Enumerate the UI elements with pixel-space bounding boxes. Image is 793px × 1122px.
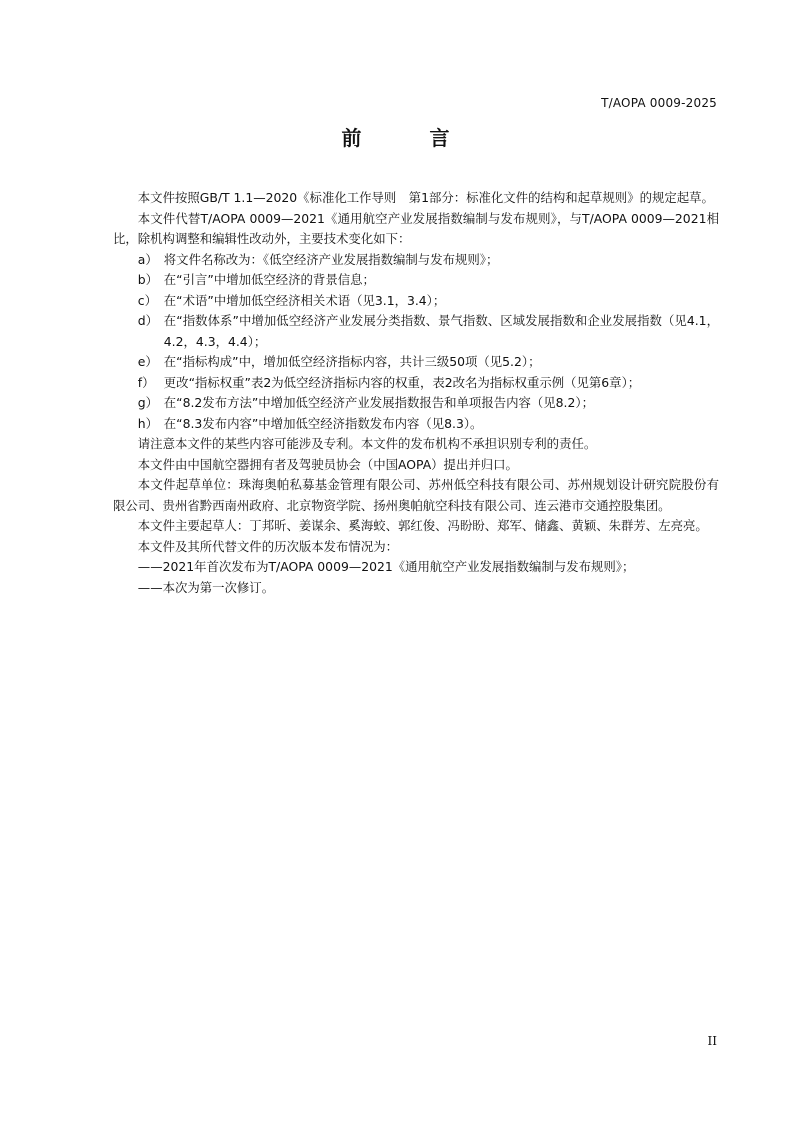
list-marker: c） (137, 292, 157, 308)
list-item (113, 373, 719, 394)
list-item-text: 在“引言”中增加低空经济的背景信息； (163, 272, 375, 287)
changes-list (113, 250, 719, 435)
history-item: ——2021年首次发布为T/AOPA 0009—2021《通用航空产业发展指数编制与发布规则》； (137, 559, 635, 574)
list-item (113, 414, 719, 435)
list-marker: e） (137, 354, 158, 369)
paragraph-drafters: 本文件主要起草人：丁邦昕、姜谋余、奚海蛟、郭红俊、冯盼盼、郑军、储鑫、黄颖、朱群芳、左亮亮。 (137, 518, 708, 533)
paragraph-patent-notice: 请注意本文件的某些内容可能涉及专利。本文件的发布机构不承担识别专利的责任。 (137, 436, 597, 451)
paragraph-replacement: 本文件代替T/AOPA 0009—2021《通用航空产业发展指数编制与发布规则》，与T/AOPA 0009—2021相比，除机构调整和编辑性改动外，主要技术变化如下： (113, 210, 719, 246)
list-item (113, 291, 719, 312)
paragraph-history-intro: 本文件及其所代替文件的历次版本发布情况为： (137, 538, 398, 554)
paragraph-proposer: 本文件由中国航空器拥有者及驾驶员协会（中国AOPA）提出并归口。 (137, 456, 518, 472)
list-item (113, 250, 719, 271)
list-marker: f） (137, 374, 155, 390)
list-item-text: 更改“指标权重”表2为低空经济指标内容的权重，表2改名为指标权重示例（见第6章）； (163, 374, 641, 390)
list-marker: a） (137, 251, 158, 267)
foreword-body (113, 188, 719, 598)
list-item (113, 352, 719, 373)
list-marker: h） (137, 415, 159, 431)
list-item (113, 270, 719, 291)
paragraph-drafting-basis: 本文件按照GB/T 1.1—2020《标准化工作导则 第1部分：标准化文件的结构和起草规则》的规定起草。 (137, 190, 714, 205)
page-title: 前 言 (341, 126, 474, 150)
list-marker: g） (137, 395, 159, 410)
page-number: II (707, 1034, 717, 1048)
history-item: ——本次为第一次修订。 (137, 579, 275, 595)
document-code: T/AOPA 0009-2025 (601, 96, 717, 110)
list-item-text: 在“指标构成”中，增加低空经济指标内容，共计三级50项（见5.2）； (163, 354, 541, 369)
list-marker: b） (137, 272, 159, 287)
list-item-text: 在“术语”中增加低空经济相关术语（见3.1，3.4）； (163, 292, 446, 308)
list-item (113, 393, 719, 414)
list-item-text: 将文件名称改为：《低空经济产业发展指数编制与发布规则》； (163, 251, 499, 267)
paragraph-drafting-units: 本文件起草单位：珠海奥帕私募基金管理有限公司、苏州低空科技有限公司、苏州规划设计研究院股份有限公司、贵州省黔西南州政府、北京物资学院、扬州奥帕航空科技有限公司、连云港市交通控股集团。 (113, 477, 719, 513)
list-item-text: 在“8.2发布方法”中增加低空经济产业发展指数报告和单项报告内容（见8.2）； (163, 395, 594, 410)
list-item-text: 在“指数体系”中增加低空经济产业发展分类指数、景气指数、区域发展指数和企业发展指数（见4.1，4.2，4.3，4.4）； (163, 313, 719, 349)
list-item-text: 在“8.3发布内容”中增加低空经济指数发布内容（见8.3）。 (163, 415, 483, 431)
list-marker: d） (137, 313, 159, 328)
list-item (113, 311, 719, 352)
